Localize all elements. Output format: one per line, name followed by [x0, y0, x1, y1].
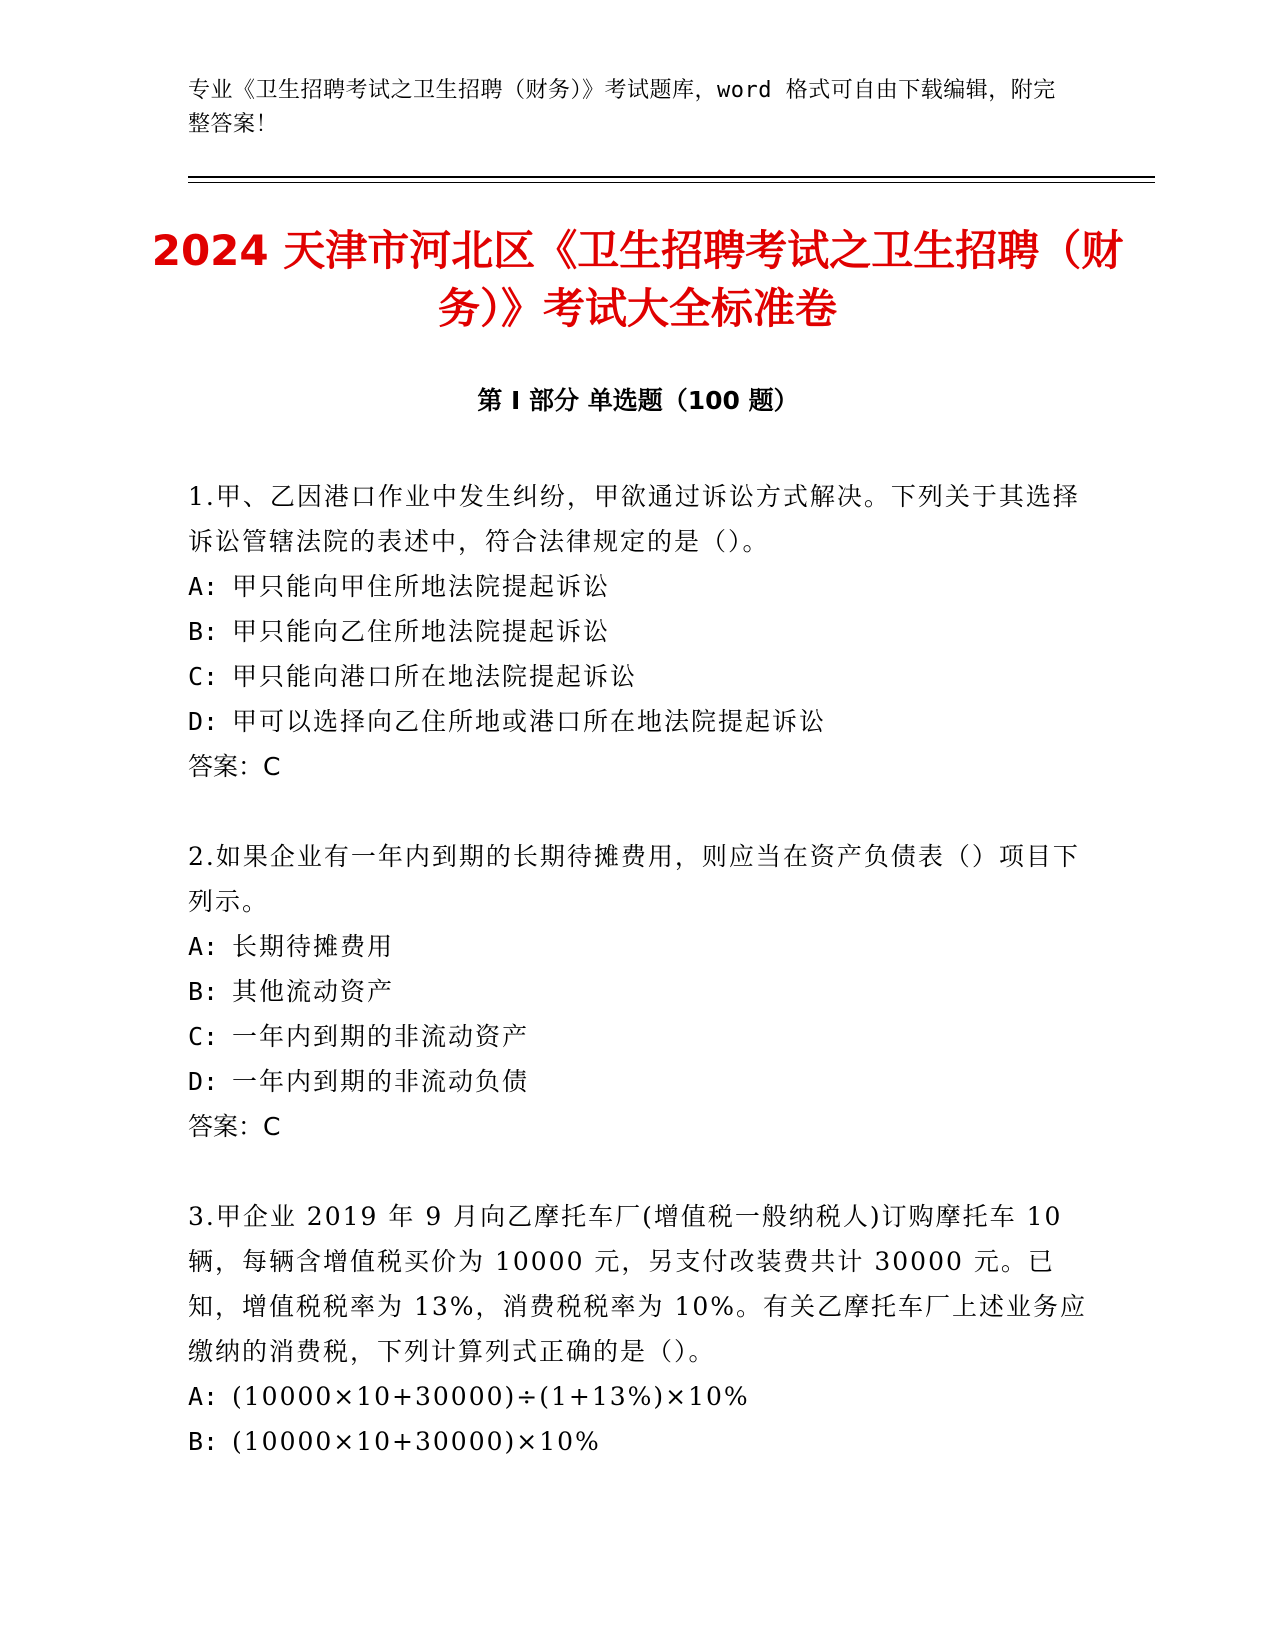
- option-b: [188, 1419, 1088, 1464]
- question-2: [188, 834, 1088, 1149]
- option-letter: B:: [188, 1427, 219, 1456]
- question-list: [188, 474, 1088, 1509]
- answer: 答案：C: [188, 752, 281, 781]
- option-text: (10000×10+30000)÷(1+13%)×10%: [232, 1382, 750, 1411]
- question-1: [188, 474, 1088, 789]
- option-b: [188, 969, 1088, 1014]
- option-letter: A:: [188, 572, 219, 601]
- option-letter: B:: [188, 977, 219, 1006]
- question-text: 3.甲企业 2019 年 9 月向乙摩托车厂(增值税一般纳税人)订购摩托车 10 辆，每辆含增值税买价为 10000 元，另支付改装费共计 30000 元。已知，增值税税率为 13%，消费税税率为 10%。有关乙摩托车厂上述业务应缴纳的消费税，下列计算列式正确的是（）。: [188, 1202, 1088, 1366]
- option-letter: A:: [188, 932, 219, 961]
- option-d: [188, 699, 1088, 744]
- option-text: 甲只能向港口所在地法院提起诉讼: [232, 662, 638, 691]
- option-d: [188, 1059, 1088, 1104]
- header-rule-thick: [188, 176, 1155, 178]
- option-text: 甲只能向乙住所地法院提起诉讼: [232, 617, 611, 646]
- option-text: 长期待摊费用: [232, 932, 395, 961]
- option-letter: B:: [188, 617, 219, 646]
- option-letter: C:: [188, 1022, 219, 1051]
- option-text: 其他流动资产: [232, 977, 395, 1006]
- question-3: [188, 1194, 1088, 1464]
- option-text: 一年内到期的非流动负债: [232, 1067, 530, 1096]
- option-letter: C:: [188, 662, 219, 691]
- question-text: 2.如果企业有一年内到期的长期待摊费用，则应当在资产负债表（）项目下列示。: [188, 842, 1080, 916]
- option-c: [188, 1014, 1088, 1059]
- option-text: 甲可以选择向乙住所地或港口所在地法院提起诉讼: [232, 707, 827, 736]
- section-title: 第 I 部分 单选题（100 题）: [477, 386, 799, 415]
- option-c: [188, 654, 1088, 699]
- header-note: 专业《卫生招聘考试之卫生招聘（财务）》考试题库，word 格式可自由下载编辑，附完整答案！: [188, 78, 1056, 137]
- option-letter: D:: [188, 1067, 219, 1096]
- question-text: 1.甲、乙因港口作业中发生纠纷，甲欲通过诉讼方式解决。下列关于其选择诉讼管辖法院的表述中，符合法律规定的是（）。: [188, 482, 1080, 556]
- option-a: [188, 924, 1088, 969]
- option-letter: D:: [188, 707, 219, 736]
- document-title: 2024 天津市河北区《卫生招聘考试之卫生招聘（财务）》考试大全标准卷: [151, 226, 1124, 333]
- option-a: [188, 1374, 1088, 1419]
- option-b: [188, 609, 1088, 654]
- option-text: 一年内到期的非流动资产: [232, 1022, 530, 1051]
- option-text: 甲只能向甲住所地法院提起诉讼: [232, 572, 611, 601]
- option-letter: A:: [188, 1382, 219, 1411]
- option-a: [188, 564, 1088, 609]
- option-text: (10000×10+30000)×10%: [232, 1427, 601, 1456]
- header-rule-thin: [188, 182, 1155, 183]
- answer: 答案：C: [188, 1112, 281, 1141]
